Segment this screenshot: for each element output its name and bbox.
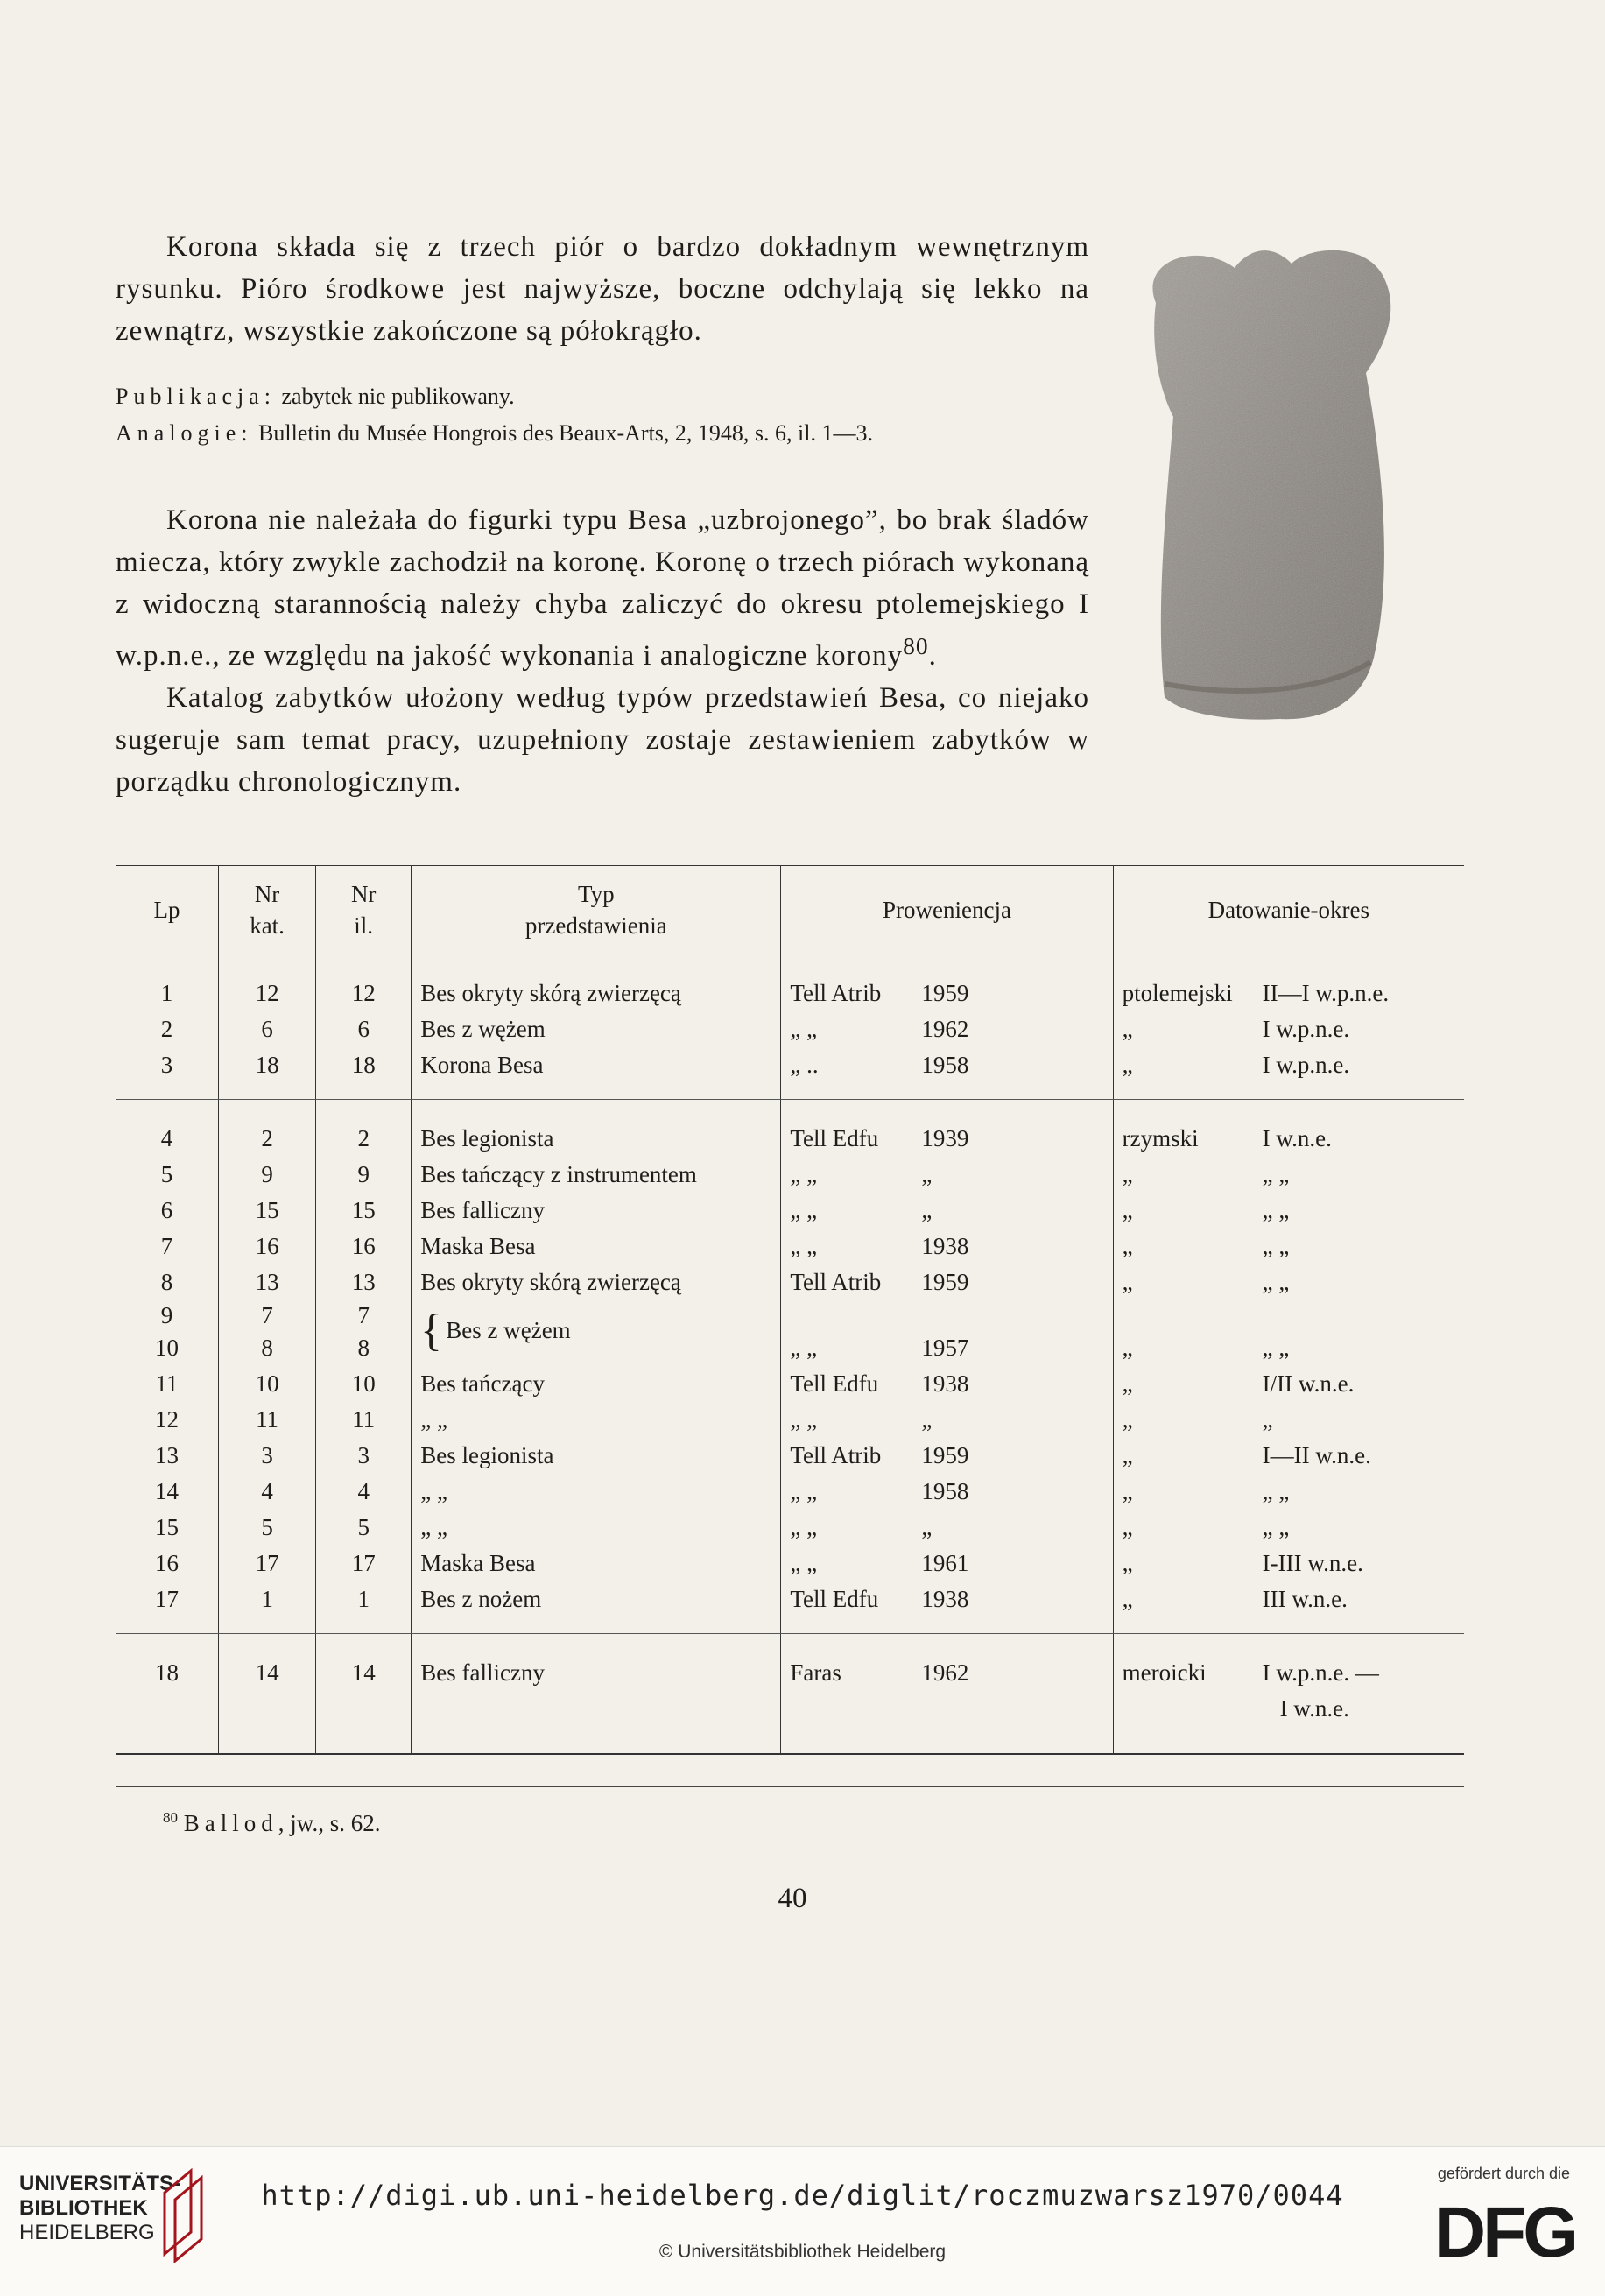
- permalink-url[interactable]: http://digi.ub.uni-heidelberg.de/diglit/roczmuzwarsz1970/0044: [261, 2179, 1344, 2212]
- analogie-line: [116, 415, 1096, 452]
- cell-lp: 11: [155, 1370, 179, 1397]
- cell-prowenienca: „ „ „: [781, 1193, 1113, 1229]
- dfg-logo: DFG: [1433, 2193, 1575, 2272]
- cell-typ: Maska Besa: [412, 1546, 781, 1581]
- cell-prowenienca: Faras 1962: [781, 1634, 1113, 1755]
- cell-nr-kat: 17: [219, 1546, 316, 1581]
- brace-icon: }: [420, 1306, 443, 1356]
- cell-datowanie: „ III w.n.e.: [1113, 1581, 1464, 1634]
- cell-prowenienca: Tell Atrib 1959: [781, 1264, 1113, 1300]
- cell-typ: Maska Besa: [412, 1229, 781, 1264]
- paragraph-crown-description: Korona składa się z trzech piór o bardzo dokładnym wewnętrznym rysunku. Pióro środkowe jest najwyższe, boczne odchylają się lekko na zewnątrz, wszystkie zakończone są półokrągło.: [116, 231, 1089, 347]
- table-row: [116, 1193, 1464, 1229]
- cell-datowanie: ptolemejski II—I w.p.n.e.: [1113, 954, 1464, 1012]
- cell-prowenienca: „ „ 1961: [781, 1546, 1113, 1581]
- cell-nr-kat: 6: [219, 1011, 316, 1047]
- cell-typ: Bes okryty skórą zwierzęcą: [412, 954, 781, 1012]
- bibliography-block: [116, 378, 1096, 452]
- cell-nr-kat: 5: [219, 1510, 316, 1546]
- table-row: [116, 1634, 1464, 1755]
- cell-nr-kat: 7: [219, 1300, 316, 1330]
- cell-datowanie: „ „ „: [1113, 1510, 1464, 1546]
- cell-prowenienca: Tell Atrib 1959: [781, 1438, 1113, 1474]
- cell-lp: 13: [155, 1442, 180, 1468]
- cell-nr-il: 17: [316, 1546, 412, 1581]
- publikacja-text: zabytek nie publikowany.: [281, 384, 515, 409]
- cell-nr-kat: 10: [219, 1366, 316, 1402]
- cell-typ: } Bes z wężem: [412, 1313, 781, 1349]
- table-row: [116, 1011, 1464, 1047]
- cell-datowanie: „ „ „: [1113, 1264, 1464, 1300]
- cell-nr-il: 7: [316, 1300, 412, 1330]
- table-header-row: [116, 866, 1464, 954]
- cell-nr-kat: 16: [219, 1229, 316, 1264]
- footnote-author: Ballod: [183, 1810, 278, 1836]
- table-row: [116, 1510, 1464, 1546]
- cell-nr-kat: 2: [219, 1100, 316, 1158]
- cell-typ: „ „: [412, 1474, 781, 1510]
- cell-lp: 2: [160, 1016, 173, 1042]
- table-row: [116, 1546, 1464, 1581]
- table-row: [116, 1047, 1464, 1100]
- cell-prowenienca: Tell Edfu 1939: [781, 1100, 1113, 1158]
- cell-typ: Bes z nożem: [412, 1581, 781, 1634]
- cell-lp: 18: [155, 1659, 180, 1686]
- header-lp: Lp: [116, 866, 219, 954]
- cell-nr-il: 15: [316, 1193, 412, 1229]
- cell-lp: 3: [116, 1047, 219, 1100]
- table-row: [116, 1474, 1464, 1510]
- paragraph-catalog-intro: Katalog zabytków ułożony według typów przedstawień Besa, co niejako sugeruje sam temat pracy, uzupełniony zostaje zestawieniem zabytków w porządku chronologicznym.: [116, 682, 1089, 798]
- cell-nr-kat: 14: [219, 1634, 316, 1755]
- cell-lp: 5: [160, 1161, 173, 1187]
- cell-datowanie: „ „ „: [1113, 1157, 1464, 1193]
- crown-photograph: [1103, 242, 1462, 732]
- header-nr-il: Nr il.: [316, 866, 412, 954]
- cell-nr-il: 16: [316, 1229, 412, 1264]
- footnote-divider: [116, 1786, 1464, 1787]
- funding-label: gefördert durch die: [1437, 2165, 1570, 2182]
- cell-nr-il: 2: [316, 1100, 412, 1158]
- cell-nr-kat: 8: [219, 1330, 316, 1366]
- cell-datowanie: „ I-III w.n.e.: [1113, 1546, 1464, 1581]
- table-row: [116, 954, 1464, 1012]
- cell-typ: Bes z wężem: [412, 1011, 781, 1047]
- cell-lp: 1: [160, 980, 173, 1006]
- publikacja-line: [116, 378, 1096, 415]
- paragraph-dating: Korona nie należała do figurki typu Besa „uzbrojonego”, bo brak śladów miecza, który zwykle zachodził na koronę. Koronę o trzech piórach wykonaną z widoczną starannością należy chyba zaliczyć do okresu ptolemejskiego I w.p.n.e., ze względu na jakość wykonania i analogiczne korony$^{80}$.: [116, 504, 1089, 672]
- cell-typ: „ „: [412, 1402, 781, 1438]
- table-row: [116, 1330, 1464, 1366]
- cell-typ: Bes legionista: [412, 1100, 781, 1158]
- cell-prowenienca: „ „ 1962: [781, 1011, 1113, 1047]
- cell-datowanie: „ „: [1113, 1402, 1464, 1438]
- header-typ: Typ przedstawienia: [412, 866, 781, 954]
- cell-lp: 4: [160, 1125, 173, 1152]
- table-row: [116, 1264, 1464, 1300]
- footnote-text: , jw., s. 62.: [278, 1810, 381, 1836]
- cell-typ: Korona Besa: [412, 1047, 781, 1100]
- header-datowanie: Datowanie-okres: [1113, 866, 1464, 954]
- cell-lp: 12: [155, 1406, 180, 1433]
- cell-typ: Bes tańczący z instrumentem: [412, 1157, 781, 1193]
- copyright-notice: © Universitätsbibliothek Heidelberg: [658, 2242, 947, 2262]
- table-row: [116, 1300, 1464, 1330]
- cell-lp: 6: [160, 1197, 173, 1223]
- table-row: [116, 1366, 1464, 1402]
- cell-nr-il: 4: [316, 1474, 412, 1510]
- cell-datowanie: „ „ „: [1113, 1330, 1464, 1366]
- cell-datowanie: „ I w.p.n.e.: [1113, 1011, 1464, 1047]
- cell-typ: Bes tańczący: [412, 1366, 781, 1402]
- analogie-label: Analogie:: [116, 420, 253, 446]
- cell-lp: 15: [155, 1514, 180, 1540]
- cell-datowanie: „ „ „: [1113, 1193, 1464, 1229]
- cell-prowenienca: [781, 1300, 1113, 1330]
- cell-lp: 9: [160, 1302, 173, 1328]
- cell-prowenienca: „ „ 1957: [781, 1330, 1113, 1366]
- cell-lp: 8: [160, 1269, 173, 1295]
- footnote-number: 80: [163, 1809, 178, 1826]
- cell-nr-kat: 13: [219, 1264, 316, 1300]
- cell-prowenienca: Tell Edfu 1938: [781, 1581, 1113, 1634]
- cell-nr-il: 6: [316, 1011, 412, 1047]
- table-body: [116, 954, 1464, 1755]
- table-row: [116, 1402, 1464, 1438]
- cell-datowanie: „ „ „: [1113, 1229, 1464, 1264]
- cell-prowenienca: „ „ 1958: [781, 1474, 1113, 1510]
- cell-lp: 7: [160, 1233, 173, 1259]
- cell-nr-kat: 9: [219, 1157, 316, 1193]
- cell-nr-il: 18: [316, 1047, 412, 1100]
- cell-prowenienca: „ .. 1958: [781, 1047, 1113, 1100]
- cell-nr-kat: 3: [219, 1438, 316, 1474]
- cell-nr-il: 3: [316, 1438, 412, 1474]
- cell-nr-il: 10: [316, 1366, 412, 1402]
- cell-typ: Bes falliczny: [412, 1193, 781, 1229]
- cell-nr-kat: 12: [219, 954, 316, 1012]
- table-row: [116, 1229, 1464, 1264]
- cell-datowanie: meroicki I w.p.n.e. — I w.n.e.: [1113, 1634, 1464, 1755]
- cell-nr-kat: 1: [219, 1581, 316, 1634]
- cell-typ: Bes okryty skórą zwierzęcą: [412, 1264, 781, 1300]
- cell-nr-il: 5: [316, 1510, 412, 1546]
- cell-nr-il: 1: [316, 1581, 412, 1634]
- table-row: [116, 1581, 1464, 1634]
- cell-nr-il: 8: [316, 1330, 412, 1366]
- cell-datowanie: „ I—II w.n.e.: [1113, 1438, 1464, 1474]
- cell-lp: 10: [155, 1335, 180, 1361]
- cell-datowanie: rzymski I w.n.e.: [1113, 1100, 1464, 1158]
- cell-prowenienca: „ „ „: [781, 1402, 1113, 1438]
- cell-prowenienca: „ „ „: [781, 1157, 1113, 1193]
- cell-nr-il: 9: [316, 1157, 412, 1193]
- cell-datowanie: „ I/II w.n.e.: [1113, 1366, 1464, 1402]
- page-number: 40: [778, 1883, 807, 1914]
- cell-nr-il: 11: [316, 1402, 412, 1438]
- cell-prowenienca: Tell Atrib 1959: [781, 954, 1113, 1012]
- cell-typ: Bes legionista: [412, 1438, 781, 1474]
- table-row: [116, 1100, 1464, 1158]
- cell-datowanie: „ „ „: [1113, 1474, 1464, 1510]
- cell-nr-kat: 11: [219, 1402, 316, 1438]
- library-logo-text: UNIVERSITÄTS- BIBLIOTHEK HEIDELBERG: [19, 2172, 181, 2244]
- cell-nr-kat: 4: [219, 1474, 316, 1510]
- publikacja-label: Publikacja:: [116, 384, 276, 409]
- analogie-text: Bulletin du Musée Hongrois des Beaux-Arts, 2, 1948, s. 6, il. 1—3.: [258, 420, 873, 446]
- cell-typ: „ „: [412, 1510, 781, 1546]
- paragraph-analysis: [116, 499, 1089, 803]
- cell-nr-il: 13: [316, 1264, 412, 1300]
- header-nr-kat: Nr kat.: [219, 866, 316, 954]
- digitization-footer: [0, 2146, 1605, 2296]
- cell-nr-kat: 15: [219, 1193, 316, 1229]
- footnote-reference: 80: [903, 632, 929, 659]
- cell-lp: 16: [155, 1550, 180, 1576]
- cell-prowenienca: „ „ 1938: [781, 1229, 1113, 1264]
- table-row: [116, 1157, 1464, 1193]
- header-prowenienca: Proweniencja: [781, 866, 1113, 954]
- footnote: [163, 1809, 381, 1837]
- cell-nr-kat: 18: [219, 1047, 316, 1100]
- cell-nr-il: 14: [316, 1634, 412, 1755]
- cell-prowenienca: Tell Edfu 1938: [781, 1366, 1113, 1402]
- cell-prowenienca: „ „ „: [781, 1510, 1113, 1546]
- cell-datowanie: [1113, 1300, 1464, 1330]
- cell-lp: 17: [116, 1581, 219, 1634]
- cell-nr-il: 12: [316, 954, 412, 1012]
- chronological-catalog-table: [116, 865, 1464, 1755]
- cell-datowanie: „ I w.p.n.e.: [1113, 1047, 1464, 1100]
- cell-lp: 14: [155, 1478, 180, 1504]
- cell-typ: Bes falliczny: [412, 1634, 781, 1755]
- table-row: [116, 1438, 1464, 1474]
